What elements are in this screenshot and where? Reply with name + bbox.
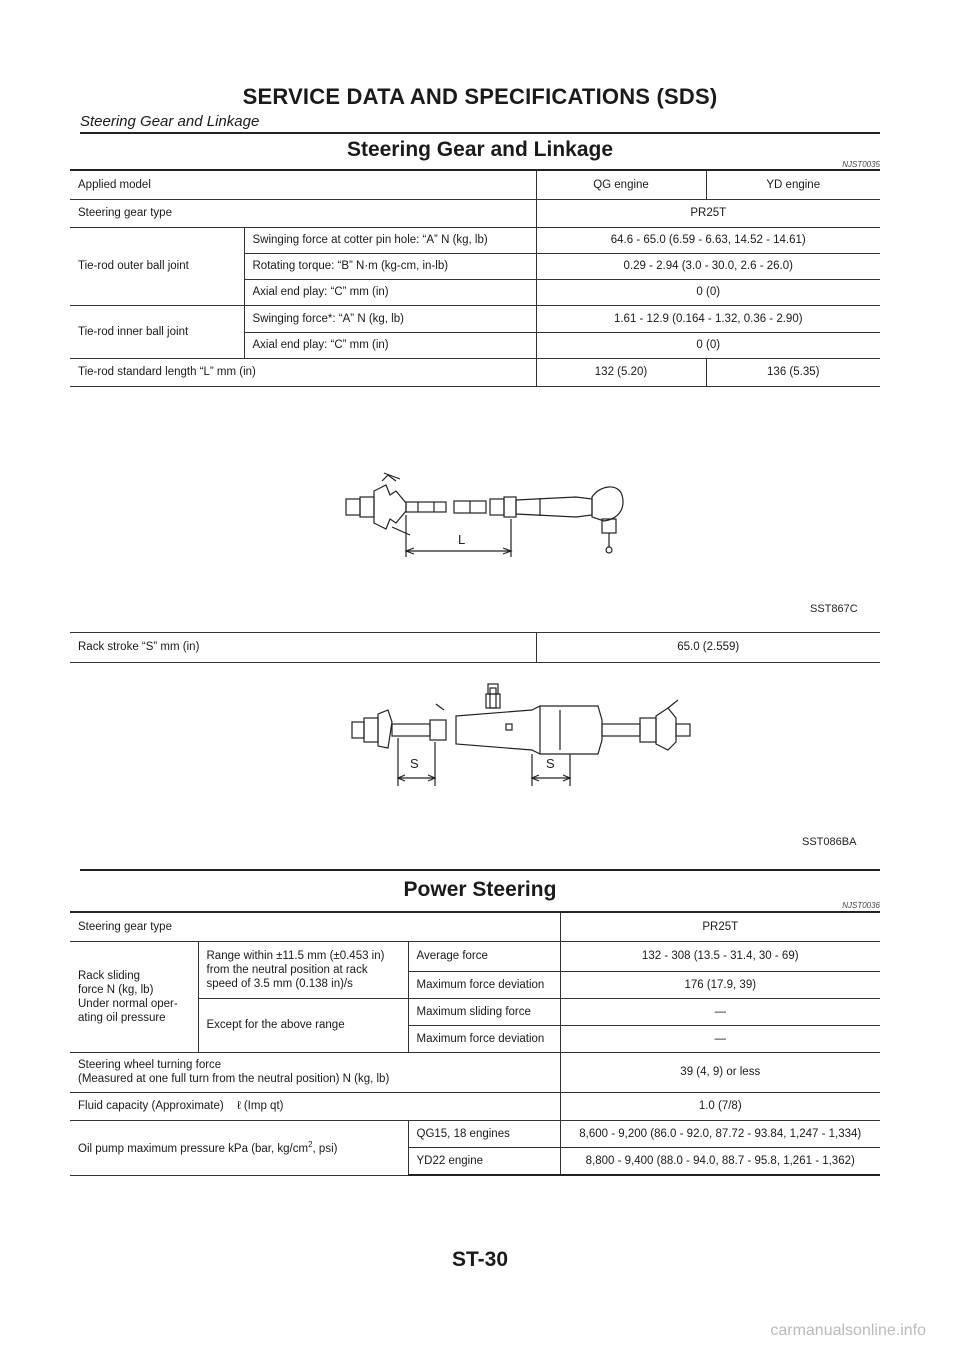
page-subtitle: Steering Gear and Linkage: [80, 113, 260, 130]
table-row: [70, 305, 880, 332]
dimension-label-L: L: [458, 531, 466, 547]
outer-end-value: 0 (0): [536, 279, 880, 305]
rack-sliding-label: [70, 941, 198, 1052]
section-code-steering-gear: NJST0035: [842, 160, 880, 169]
table-row: [70, 1120, 880, 1147]
page-header: [80, 84, 880, 130]
inner-swing-label: Swinging force*: “A” N (kg, lb): [244, 305, 536, 332]
yd-engine-label: YD22 engine: [408, 1147, 560, 1175]
fluid-capacity-label: [70, 1092, 560, 1120]
range-condition-line: from the neutral position at rack: [206, 963, 368, 976]
steering-gear-spec-table: [70, 169, 880, 663]
table-row: [70, 199, 880, 227]
pump-pressure-label: [70, 1120, 408, 1175]
rack-stroke-label: Rack stroke “S” mm (in): [70, 632, 536, 662]
inner-swing-value: 1.61 - 12.9 (0.164 - 1.32, 0.36 - 2.90): [536, 305, 880, 332]
avg-force-label: Average force: [408, 941, 560, 971]
wheel-force-label-line: (Measured at one full turn from the neutral position) N (kg, lb): [78, 1073, 390, 1085]
yd-engine-header: YD engine: [706, 170, 880, 199]
rack-sliding-label-line: force N (kg, lb): [78, 983, 154, 996]
page-title: SERVICE DATA AND SPECIFICATIONS (SDS): [242, 84, 718, 109]
fluid-capacity-value: 1.0 (7/8): [560, 1092, 880, 1120]
wheel-force-label-line: Steering wheel turning force: [78, 1059, 222, 1071]
page-number: ST-30: [451, 1248, 509, 1271]
section-code-power-steering: NJST0036: [842, 901, 880, 910]
table-row: [70, 1052, 880, 1092]
max-dev-label: Maximum force deviation: [408, 971, 560, 998]
outer-rot-value: 0.29 - 2.94 (3.0 - 30.0, 2.6 - 26.0): [536, 253, 880, 279]
inner-end-label: Axial end play: “C” mm (in): [244, 332, 536, 358]
yd-engine-value: 8,800 - 9,400 (88.0 - 94.0, 88.7 - 95.8, 1,261 - 1,362): [560, 1147, 880, 1175]
table-row: [70, 358, 880, 386]
table-row: [70, 912, 880, 941]
rack-stroke-diagram: [70, 630, 880, 855]
std-length-label: Tie-rod standard length “L” mm (in): [70, 358, 536, 386]
outer-swing-label: Swinging force at cotter pin hole: “A” N (kg, lb): [244, 227, 536, 253]
max-dev-value: 176 (17.9, 39): [560, 971, 880, 998]
max-slide-label: Maximum sliding force: [408, 998, 560, 1025]
applied-model-label: Applied model: [70, 170, 536, 199]
figure-row-tie-rod: [70, 386, 880, 632]
wheel-force-label: [70, 1052, 560, 1092]
gear-type-value: PR25T: [536, 199, 880, 227]
table-row: [70, 227, 880, 253]
header-divider: [80, 132, 880, 134]
std-length-yd: 136 (5.35): [706, 358, 880, 386]
qg-engines-value: 8,600 - 9,200 (86.0 - 92.0, 87.72 - 93.84, 1,247 - 1,334): [560, 1120, 880, 1147]
table-row: [70, 170, 880, 199]
dimension-label-S-left: S: [410, 756, 419, 771]
figure-id-tie-rod: SST867C: [810, 602, 858, 615]
footer-watermark: carmanualsonline.info: [770, 1322, 926, 1339]
inner-end-value: 0 (0): [536, 332, 880, 358]
rack-sliding-label-line: ating oil pressure: [78, 1011, 166, 1024]
max-slide-value: —: [560, 998, 880, 1025]
rack-stroke-value: 65.0 (2.559): [536, 632, 880, 662]
std-length-qg: 132 (5.20): [536, 358, 706, 386]
max-dev2-label: Maximum force deviation: [408, 1025, 560, 1052]
avg-force-value: 132 - 308 (13.5 - 31.4, 30 - 69): [560, 941, 880, 971]
pump-pressure-superscript: 2: [308, 1140, 313, 1150]
gear-type-label: Steering gear type: [70, 199, 536, 227]
table-row: [70, 1092, 880, 1120]
outer-end-label: Axial end play: “C” mm (in): [244, 279, 536, 305]
qg-engines-label: QG15, 18 engines: [408, 1120, 560, 1147]
range-condition: [198, 941, 408, 998]
pump-pressure-label-text: Oil pump maximum pressure kPa (bar, kg/cm: [78, 1142, 309, 1155]
wheel-force-value: 39 (4, 9) or less: [560, 1052, 880, 1092]
section-title-steering-gear: Steering Gear and Linkage: [346, 138, 614, 161]
fluid-capacity-label-text: Fluid capacity (Approximate): [78, 1100, 224, 1112]
tie-rod-length-diagram: [70, 387, 880, 632]
pump-pressure-label-tail: , psi): [312, 1142, 338, 1155]
qg-engine-header: QG engine: [536, 170, 706, 199]
inner-joint-label: Tie-rod inner ball joint: [70, 305, 244, 358]
outer-joint-label: Tie-rod outer ball joint: [70, 227, 244, 305]
section-title-power-steering: Power Steering: [403, 878, 557, 901]
rack-sliding-label-line: Rack sliding: [78, 969, 140, 982]
outer-swing-value: 64.6 - 65.0 (6.59 - 6.63, 14.52 - 14.61): [536, 227, 880, 253]
range-condition-line: speed of 3.5 mm (0.138 in)/s: [206, 977, 353, 990]
table-row: [70, 941, 880, 971]
power-steering-spec-table: [70, 911, 880, 1176]
figure-id-rack: SST086BA: [802, 836, 857, 848]
dimension-label-S-right: S: [546, 756, 555, 771]
fluid-capacity-unit: ℓ (Imp qt): [236, 1100, 284, 1112]
max-dev2-value: —: [560, 1025, 880, 1052]
section-divider: [80, 869, 880, 871]
ps-gear-type-label: Steering gear type: [70, 912, 560, 941]
outer-rot-label: Rotating torque: “B” N·m (kg-cm, in-lb): [244, 253, 536, 279]
range-condition-line: Range within ±11.5 mm (±0.453 in): [206, 949, 385, 962]
rack-sliding-label-line: Under normal oper-: [78, 997, 178, 1010]
ps-gear-type-value: PR25T: [560, 912, 880, 941]
except-range-label: Except for the above range: [198, 998, 408, 1052]
